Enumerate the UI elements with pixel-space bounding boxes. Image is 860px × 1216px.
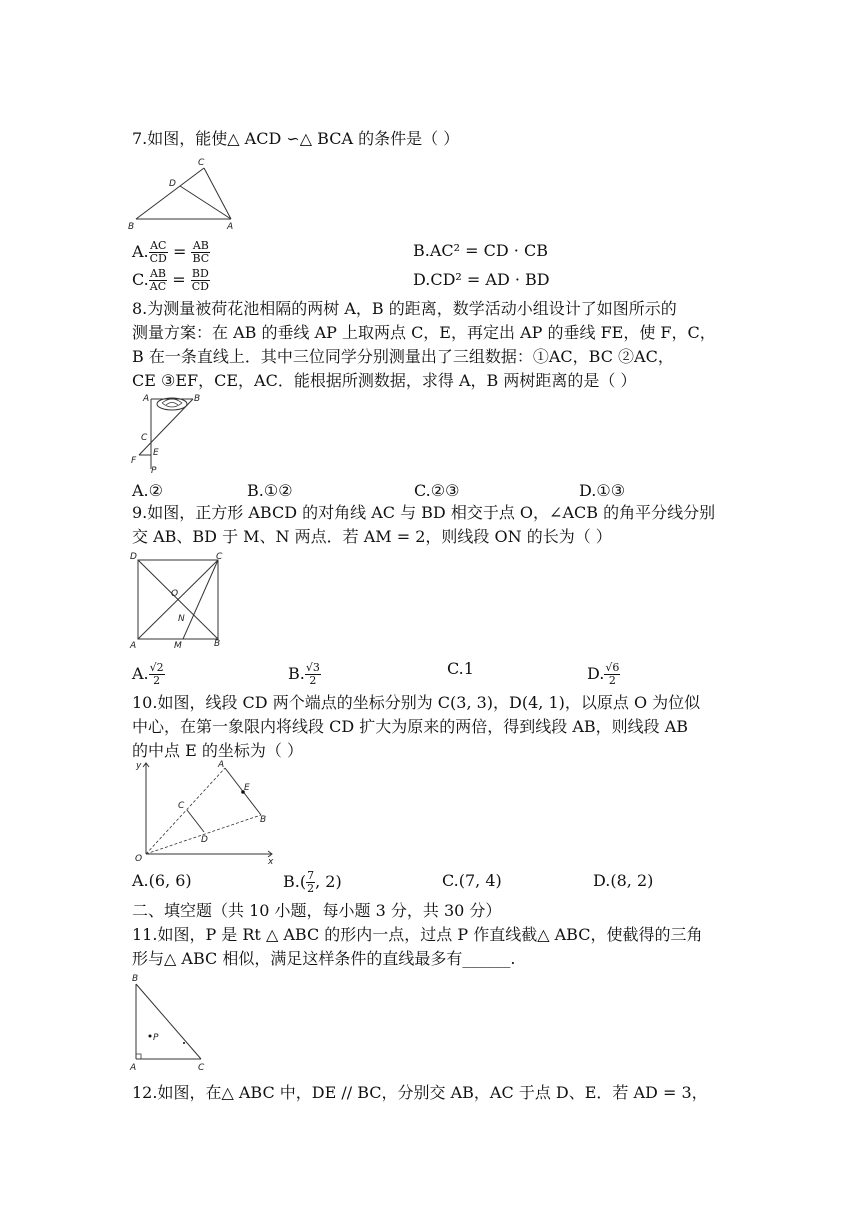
fraction: $\frac{√2}{2}$: [149, 661, 164, 687]
q9-label-o: O: [171, 589, 179, 599]
option-prefix: C.: [132, 270, 149, 289]
q12-line-1: 12.如图，在△ ABC 中，DE // BC，分别交 AB，AC 于点 D、E．若 AD = 3，: [132, 1083, 708, 1102]
q10-option-d[interactable]: D.(8, 2): [593, 871, 654, 890]
fraction: $\frac{AB}{BC}$: [192, 239, 210, 265]
q8-label-b: B: [194, 394, 201, 404]
q11-label-c: C: [198, 1063, 205, 1073]
equals-sign: =: [172, 242, 187, 261]
q7-label-d: D: [169, 179, 176, 189]
option-prefix: B.: [288, 664, 305, 683]
option-prefix: A.: [132, 664, 149, 683]
option-prefix: D.: [587, 664, 605, 683]
q8-option-c[interactable]: C.②③: [414, 481, 460, 500]
q10-label-d: D: [201, 835, 208, 845]
q11-line-1: 11.如图，P 是 Rt △ ABC 的形内一点，过点 P 作直线截△ ABC，使截得的三角: [132, 925, 703, 944]
q8-label-a: A: [143, 394, 150, 404]
option-prefix: A.: [132, 242, 149, 261]
equals-sign: =: [172, 270, 186, 289]
q9-line-2: 交 AB、BD 于 M、N 两点．若 AM = 2，则线段 ON 的长为（ ）: [132, 527, 612, 546]
q8-line-3: B 在一条直线上．其中三位同学分别测量出了三组数据：①AC，BC ②AC，: [132, 347, 674, 366]
q10-line-3: 的中点 E 的坐标为（ ）: [132, 741, 303, 760]
q11-right-triangle-figure: [126, 970, 214, 1074]
q10-label-a: A: [218, 760, 225, 770]
q7-triangle-figure: [126, 156, 238, 232]
q9-label-b: B: [214, 639, 221, 649]
q10-label-y: y: [136, 761, 142, 771]
q10-option-c[interactable]: C.(7, 4): [442, 871, 502, 890]
q11-label-a: A: [130, 1063, 137, 1073]
q8-label-c: C: [141, 433, 148, 443]
q8-line-4: CE ③EF，CE，AC．能根据所测数据，求得 A，B 两树距离的是（ ）: [132, 371, 637, 390]
section-heading-fill-in: 二、填空题（共 10 小题，每小题 3 分，共 30 分）: [132, 901, 502, 920]
q9-label-d: D: [130, 552, 137, 562]
fraction: $\frac{√3}{2}$: [305, 661, 320, 687]
q11-label-p: P: [153, 1033, 159, 1043]
q10-line-1: 10.如图，线段 CD 两个端点的坐标分别为 C(3, 3)，D(4, 1)，以原点 O 为位似: [132, 693, 701, 712]
q9-option-a[interactable]: [132, 662, 165, 687]
q7-label-c: C: [198, 158, 205, 168]
q9-line-1: 9.如图，正方形 ABCD 的对角线 AC 与 BD 相交于点 O，∠ACB 的角平分线分别: [132, 503, 716, 522]
q10-option-a[interactable]: A.(6, 6): [132, 871, 192, 890]
q7-option-c[interactable]: [132, 268, 210, 293]
q10-label-o: O: [135, 854, 143, 864]
q8-line-1: 8.为测量被荷花池相隔的两树 A，B 的距离，数学活动小组设计了如图所示的: [132, 299, 677, 318]
q9-option-d[interactable]: [587, 662, 620, 687]
q9-option-c[interactable]: C.1: [447, 659, 474, 678]
q10-label-e: E: [244, 783, 250, 793]
q10-line-2: 中心，在第一象限内将线段 CD 扩大为原来的两倍，得到线段 AB，则线段 AB: [132, 717, 689, 736]
fraction: $\frac{AB}{AC}$: [149, 267, 167, 293]
q8-option-a[interactable]: A.②: [132, 481, 163, 500]
q9-square-figure: [126, 548, 232, 652]
fraction: $\frac{AC}{CD}$: [149, 239, 167, 265]
q9-option-b[interactable]: [288, 662, 321, 687]
q11-line-2: 形与△ ABC 相似，满足这样条件的直线最多有______.: [132, 949, 516, 968]
q8-label-f: F: [131, 456, 137, 466]
q8-option-b[interactable]: B.①②: [247, 481, 293, 500]
q8-label-e: E: [153, 448, 159, 458]
q8-line-2: 测量方案：在 AB 的垂线 AP 上取两点 C，E，再定出 AP 的垂线 FE，使 F，C，: [132, 323, 716, 342]
option-suffix: , 2): [315, 872, 342, 891]
option-prefix: B.(: [283, 872, 307, 891]
q10-label-c: C: [178, 801, 185, 811]
q7-option-d[interactable]: D.CD² = AD · BD: [413, 270, 550, 289]
q8-label-p: P: [151, 466, 157, 476]
q8-option-d[interactable]: D.①③: [579, 481, 626, 500]
q10-label-b: B: [260, 815, 267, 825]
q9-label-m: M: [174, 641, 182, 651]
q7-label-a: A: [227, 222, 234, 232]
q9-label-n: N: [178, 614, 185, 624]
q7-stem: 7.如图，能使△ ACD ∽△ BCA 的条件是（ ）: [132, 129, 460, 148]
q9-label-c: C: [216, 552, 223, 562]
q9-label-a: A: [130, 641, 137, 651]
q7-label-b: B: [128, 222, 135, 232]
q11-label-b: B: [132, 974, 139, 984]
q7-option-b[interactable]: B.AC² = CD · CB: [413, 241, 548, 260]
q7-option-a[interactable]: [132, 240, 210, 265]
fraction: $\frac{7}{2}$: [307, 869, 315, 895]
q10-coordinate-figure: [126, 758, 278, 866]
q10-label-x: x: [268, 857, 274, 866]
fraction: $\frac{BD}{CD}$: [191, 267, 209, 293]
fraction: $\frac{√6}{2}$: [605, 661, 620, 687]
q10-option-b[interactable]: [283, 870, 342, 895]
q8-pond-figure: [126, 391, 206, 477]
